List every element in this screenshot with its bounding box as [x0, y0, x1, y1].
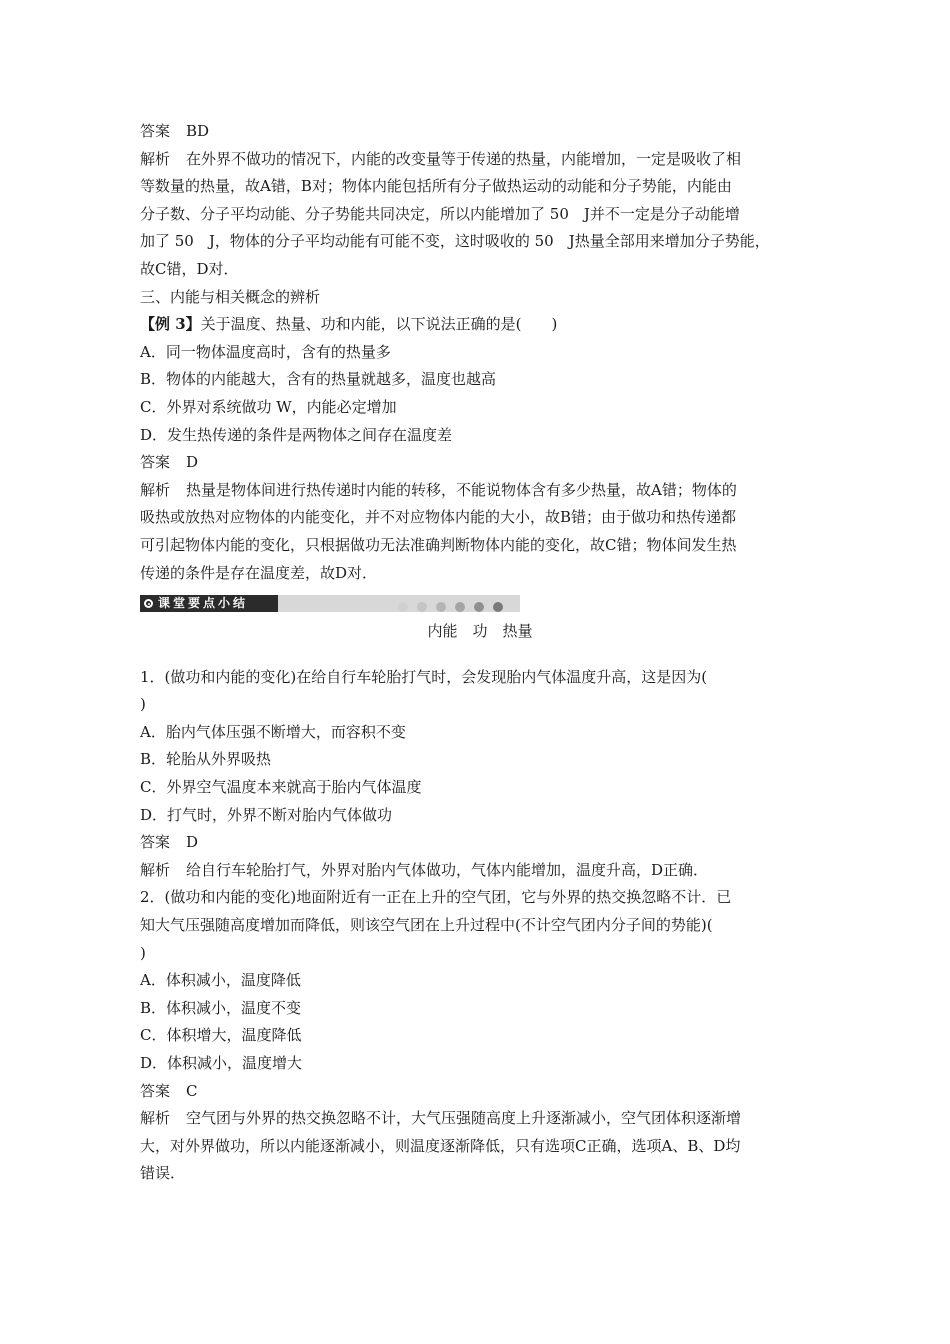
example-question	[140, 311, 820, 339]
answer-value: C	[186, 1081, 198, 1100]
answer-label: 答案	[140, 833, 171, 852]
analysis-text: 吸热或放热对应物体的内能变化，并不对应物体内能的大小，故B错；由于做功和热传递都	[140, 508, 737, 527]
answer-value: D	[186, 453, 199, 472]
option-c: C．体积增大，温度降低	[140, 1026, 302, 1045]
banner-dot	[493, 602, 503, 612]
option-d: D．打气时，外界不断对胎内气体做功	[140, 805, 393, 824]
analysis-line	[140, 477, 820, 505]
answer-line	[140, 118, 820, 146]
analysis-text: 分子数、分子平均动能、分子势能共同决定，所以内能增加了 50 J并不一定是分子动能增	[140, 204, 740, 223]
circle-dot-icon	[144, 599, 153, 608]
analysis-text: 空气团与外界的热交换忽略不计，大气压强随高度上升逐渐减小，空气团体积逐渐增	[186, 1109, 742, 1128]
question-text: 2．(做功和内能的变化)地面附近有一正在上升的空气团，它与外界的热交换忽略不计．已	[140, 888, 732, 907]
answer-line	[140, 449, 820, 477]
option-b: B．体积减小，温度不变	[140, 998, 302, 1017]
option-a: A．体积减小，温度降低	[140, 971, 301, 990]
example-tag: 【例 3】	[140, 315, 201, 334]
banner-dot	[398, 602, 408, 612]
analysis-text: 给自行车轮胎打气，外界对胎内气体做功，气体内能增加，温度升高，D正确．	[186, 860, 709, 879]
option-a: A．胎内气体压强不断增大，而容积不变	[140, 722, 406, 741]
analysis-text: 可引起物体内能的变化，只根据做功无法准确判断物体内能的变化，故C错；物体间发生热	[140, 535, 737, 554]
banner-dot	[474, 602, 484, 612]
analysis-text: 传递的条件是存在温度差，故D对．	[140, 563, 378, 582]
answer-value: BD	[186, 122, 210, 140]
analysis-text: 故C错，D对．	[140, 259, 239, 278]
example-question-text: 关于温度、热量、功和内能，以下说法正确的是( )	[200, 315, 558, 334]
question-text: 知大气压强随高度增加而降低，则该空气团在上升过程中(不计空气团内分子间的势能)(	[140, 916, 713, 935]
analysis-label: 解析	[140, 1109, 171, 1128]
analysis-label: 解析	[140, 149, 171, 168]
banner-title: 课堂要点小结	[158, 596, 249, 611]
answer-line	[140, 1078, 820, 1106]
analysis-text: 错误．	[140, 1164, 186, 1183]
answer-value: D	[186, 833, 199, 852]
analysis-text: 加了 50 J，物体的分子平均动能有可能不变，这时吸收的 50 J热量全部用来增加分子势能，	[140, 232, 770, 251]
analysis-line	[140, 857, 820, 885]
summary-title: 内能 功 热量	[427, 622, 533, 641]
option-b: B．轮胎从外界吸热	[140, 750, 272, 769]
question-text: )	[140, 695, 146, 714]
analysis-text: 热量是物体间进行热传递时内能的转移，不能说物体含有多少热量，故A错；物体的	[186, 480, 737, 499]
option-a: A．同一物体温度高时，含有的热量多	[140, 342, 391, 361]
banner-dot	[455, 602, 465, 612]
question-text: 1．(做功和内能的变化)在给自行车轮胎打气时，会发现胎内气体温度升高，这是因为(	[140, 667, 708, 686]
document-page	[140, 118, 820, 1188]
analysis-label: 解析	[140, 860, 171, 879]
banner-title-box	[140, 595, 278, 612]
section-heading: 三、内能与相关概念的辨析	[140, 287, 321, 306]
analysis-text: 大，对外界做功，所以内能逐渐减小，则温度逐渐降低，只有选项C正确，选项A、B、D均	[140, 1136, 741, 1155]
answer-label: 答案	[140, 1081, 171, 1100]
question-text: )	[140, 943, 146, 962]
analysis-text: 在外界不做功的情况下，内能的改变量等于传递的热量，内能增加，一定是吸收了相	[186, 149, 742, 168]
analysis-label: 解析	[140, 480, 171, 499]
option-b: B．物体的内能越大，含有的热量就越多，温度也越高	[140, 370, 497, 389]
option-d: D．体积减小，温度增大	[140, 1054, 303, 1072]
analysis-line	[140, 146, 820, 174]
answer-label: 答案	[140, 453, 171, 472]
analysis-line	[140, 1105, 820, 1133]
option-d: D．发生热传递的条件是两物体之间存在温度差	[140, 425, 453, 444]
banner-dot	[417, 602, 427, 612]
option-c: C．外界对系统做功 W，内能必定增加	[140, 397, 397, 416]
answer-label: 答案	[140, 122, 171, 140]
option-c: C．外界空气温度本来就高于胎内气体温度	[140, 778, 422, 797]
summary-banner	[140, 595, 520, 612]
banner-dots	[398, 598, 512, 609]
banner-dot	[436, 602, 446, 612]
answer-line	[140, 829, 820, 857]
analysis-text: 等数量的热量，故A错，B对；物体内能包括所有分子做热运动的动能和分子势能，内能由	[140, 177, 732, 196]
